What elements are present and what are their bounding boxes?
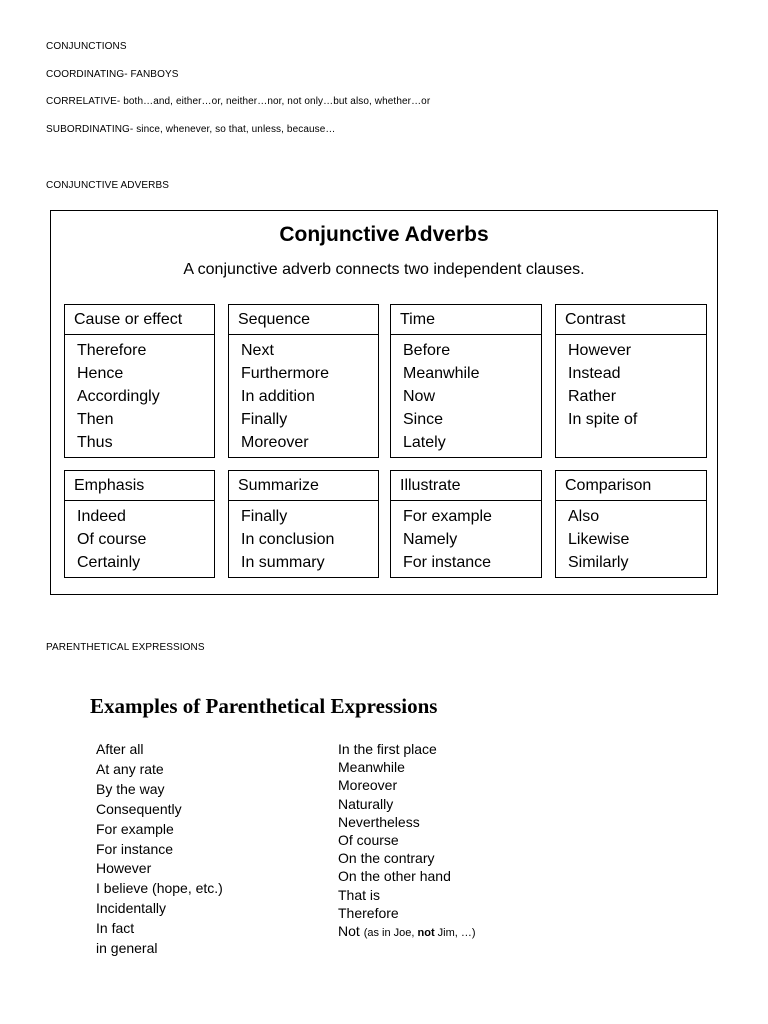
category-box	[555, 304, 707, 458]
category-item: Accordingly	[77, 388, 160, 405]
category-heading: Sequence	[229, 305, 378, 335]
category-item: Thus	[77, 434, 113, 451]
parenthetical-figure-title: Examples of Parenthetical Expressions	[90, 694, 438, 718]
category-heading: Emphasis	[65, 471, 214, 501]
category-heading: Summarize	[229, 471, 378, 501]
heading-correlative: CORRELATIVE- both…and, either…or, neither…nor, not only…but also, whether…or	[46, 96, 431, 107]
category-item: Likewise	[568, 531, 630, 548]
category-heading: Contrast	[556, 305, 706, 335]
category-item: In spite of	[568, 411, 638, 428]
category-item: Lately	[403, 434, 446, 451]
category-item: Meanwhile	[403, 365, 480, 382]
category-item: Certainly	[77, 554, 141, 571]
category-box	[228, 304, 379, 458]
parenthetical-item: Meanwhile	[338, 759, 405, 776]
category-item: Of course	[77, 531, 147, 548]
parenthetical-item: After all	[96, 741, 144, 757]
conjunctive-adverbs-figure	[50, 210, 718, 595]
category-heading: Illustrate	[391, 471, 541, 501]
parenthetical-column-2	[338, 740, 476, 942]
category-items	[391, 501, 541, 574]
heading-subordinating: SUBORDINATING- since, whenever, so that, unless, because…	[46, 124, 336, 135]
parenthetical-item: Therefore	[338, 904, 399, 921]
parenthetical-item: in general	[96, 940, 158, 957]
heading-conjunctions: CONJUNCTIONS	[46, 41, 127, 52]
category-item: Rather	[568, 388, 617, 405]
parenthetical-item: For instance	[96, 840, 174, 857]
category-item: Since	[403, 411, 444, 428]
category-item: Namely	[403, 531, 458, 548]
parenthetical-item: Incidentally	[96, 900, 167, 917]
not-word: Not	[338, 923, 360, 940]
category-item: Finally	[241, 508, 288, 525]
category-items	[65, 335, 214, 454]
figure-title: Conjunctive Adverbs	[279, 223, 489, 246]
parenthetical-item-not	[338, 922, 476, 942]
parenthetical-item: By the way	[96, 780, 165, 797]
parenthetical-item: Of course	[338, 832, 399, 849]
parenthetical-item: However	[96, 860, 152, 877]
not-note-open: (as in Joe,	[363, 927, 415, 940]
category-box	[64, 470, 215, 578]
parenthetical-item: Consequently	[96, 800, 182, 817]
category-items	[229, 501, 378, 574]
parenthetical-item: At any rate	[96, 760, 164, 777]
category-item: Furthermore	[241, 365, 330, 382]
parenthetical-item: Nevertheless	[338, 813, 420, 830]
heading-parenthetical-expressions: PARENTHETICAL EXPRESSIONS	[46, 642, 205, 653]
category-box	[555, 470, 707, 578]
figure-subtitle: A conjunctive adverb connects two independent clauses.	[183, 261, 585, 278]
category-box	[390, 470, 542, 578]
parenthetical-item: For example	[96, 820, 174, 837]
not-note-close: Jim, …)	[437, 927, 476, 940]
category-item: In addition	[241, 388, 315, 405]
category-item: Then	[77, 411, 114, 428]
category-box	[228, 470, 379, 578]
parenthetical-item: Naturally	[338, 795, 394, 812]
parenthetical-item: I believe (hope, etc.)	[96, 880, 223, 897]
category-item: Similarly	[568, 554, 629, 571]
parenthetical-item: On the other hand	[338, 868, 451, 885]
category-items	[229, 335, 378, 454]
parenthetical-column-1	[96, 740, 223, 959]
category-item: For example	[403, 508, 492, 525]
parenthetical-item: On the contrary	[338, 850, 435, 867]
category-items	[65, 501, 214, 574]
category-item: For instance	[403, 554, 492, 571]
category-item: Before	[403, 342, 451, 359]
category-heading: Time	[391, 305, 541, 335]
category-items	[556, 501, 706, 574]
category-item: Instead	[568, 365, 621, 382]
category-item: Therefore	[77, 342, 147, 359]
heading-coordinating: COORDINATING- FANBOYS	[46, 69, 179, 80]
category-box	[390, 304, 542, 458]
category-items	[391, 335, 541, 454]
category-item: Indeed	[77, 508, 126, 525]
category-item: In conclusion	[241, 531, 335, 548]
category-item: Now	[403, 388, 436, 405]
not-note	[364, 927, 476, 939]
parenthetical-item: That is	[338, 886, 381, 903]
category-box	[64, 304, 215, 458]
parenthetical-item: Moreover	[338, 777, 398, 794]
category-item: Also	[568, 508, 600, 525]
heading-conjunctive-adverbs: CONJUNCTIVE ADVERBS	[46, 180, 170, 191]
parenthetical-item: In fact	[96, 920, 135, 937]
category-item: Finally	[241, 411, 288, 428]
category-heading: Comparison	[556, 471, 706, 501]
category-items	[556, 335, 706, 431]
parenthetical-item: In the first place	[338, 741, 437, 757]
category-heading: Cause or effect	[65, 305, 214, 335]
category-item: Hence	[77, 365, 124, 382]
not-note-bold: not	[417, 927, 435, 940]
category-item: However	[568, 342, 632, 359]
category-item: Next	[241, 342, 274, 359]
category-item: Moreover	[241, 434, 309, 451]
category-item: In summary	[241, 554, 325, 571]
